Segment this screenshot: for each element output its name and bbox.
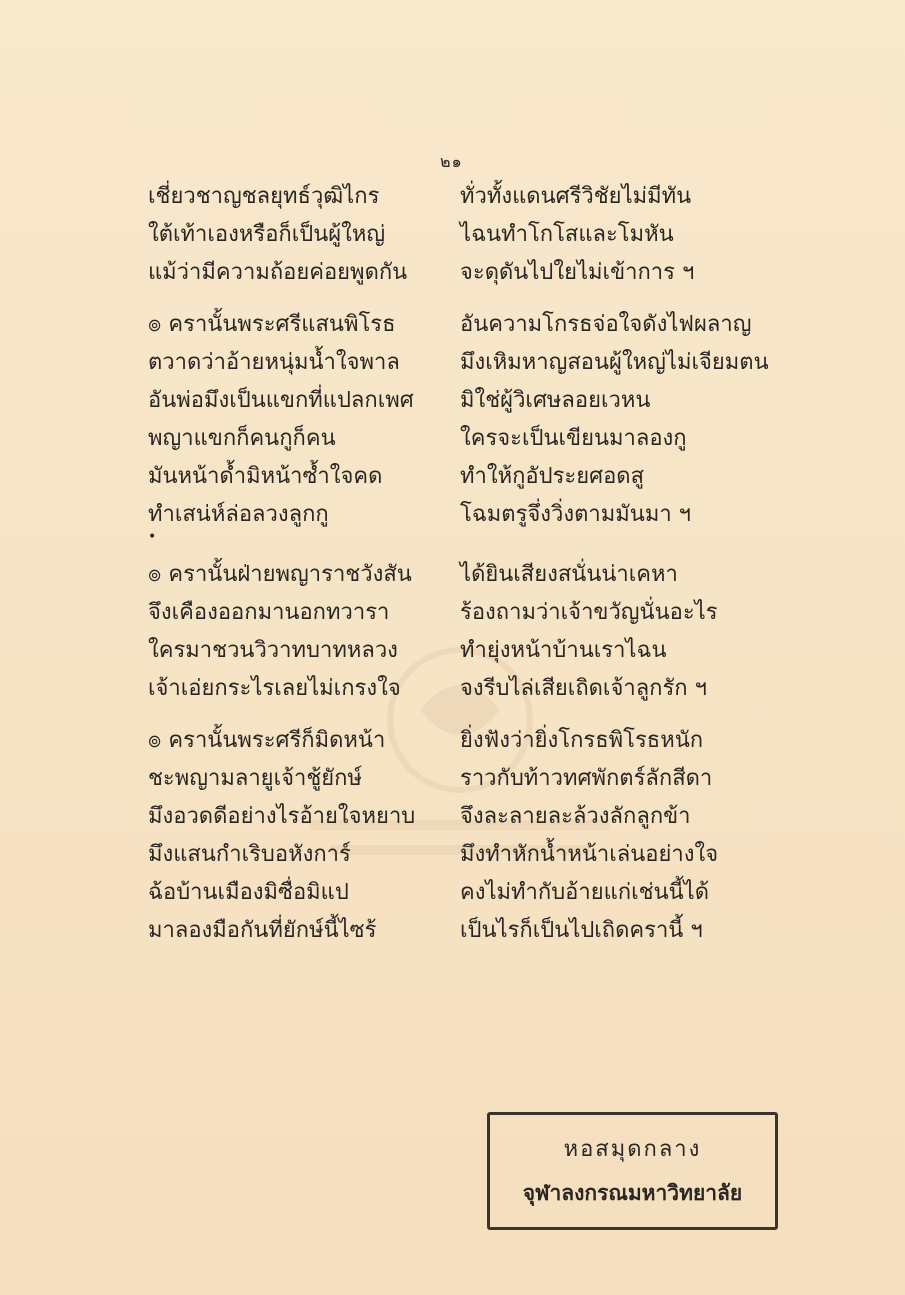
stanza: [460, 724, 820, 952]
verse-line: ฉ้อบ้านเมืองมิซื่อมิแป: [148, 880, 349, 905]
verse-line: มันหน้าด้ำมิหน้าซ้ำใจคด: [148, 464, 383, 489]
verse-line: จงรีบไล่เสียเถิดเจ้าลูกรัก ฯ: [460, 676, 707, 701]
verse-line: ทำยุ่งหน้าบ้านเราไฉน: [460, 638, 667, 663]
verse-line: ยิ่งฟังว่ายิ่งโกรธพิโรธหนัก: [460, 728, 704, 753]
verse-line: ๏ ครานั้นพระศรีก็มิดหน้า: [148, 728, 386, 753]
verse-line: เป็นไรก็เป็นไปเถิดครานี้ ฯ: [460, 918, 703, 943]
verse-line: ไฉนทำโกโสและโมหัน: [460, 222, 674, 247]
verse-line: มาลองมือกันที่ยักษ์นี้ไซร้: [148, 918, 377, 943]
verse-line: มึงทำหักน้ำหน้าเล่นอย่างใจ: [460, 842, 719, 867]
stamp-library-name: หอสมุดกลาง: [563, 1137, 702, 1162]
stamp-university-name: จุฬาลงกรณมหาวิทยาลัย: [522, 1181, 743, 1205]
verse-line: เจ้าเอ่ยกระไรเลยไม่เกรงใจ: [148, 676, 401, 701]
left-column: [148, 180, 508, 966]
stanza: [148, 558, 508, 710]
verse-line: เชี่ยวชาญชลยุทธ์วุฒิไกร: [148, 184, 380, 209]
verse-line: ทำเสน่ห์ล่อลวงลูกกู: [148, 502, 329, 527]
verse-line: โฉมตรูจึ่งวิ่งตามมันมา ฯ: [460, 502, 692, 527]
verse-line: ใครมาชวนวิวาทบาทหลวง: [148, 638, 398, 663]
verse-line: คงไม่ทำกับอ้ายแก่เช่นนี้ได้: [460, 880, 710, 905]
page-number: ๒๑: [440, 152, 463, 171]
verse-line: มิใช่ผู้วิเศษลอยเวหน: [460, 388, 651, 413]
verse-line: มึงอวดดีอย่างไรอ้ายใจหยาบ: [148, 804, 416, 829]
stanza: [148, 308, 508, 544]
stanza: [148, 724, 508, 952]
verse-line: ตวาดว่าอ้ายหนุ่มน้ำใจพาล: [148, 350, 400, 375]
verse-line: ใครจะเป็นเขียนมาลองกู: [460, 426, 687, 451]
verse-line: ๏ ครานั้นพระศรีแสนพิโรธ: [148, 312, 396, 337]
verse-line: จึงละลายละล้วงลักลูกข้า: [460, 804, 691, 829]
verse-line: มึงแสนกำเริบอหังการ์: [148, 842, 351, 867]
stanza: [460, 180, 820, 294]
stanza: [460, 308, 820, 544]
verse-line: อันความโกรธจ่อใจดังไฟผลาญ: [460, 312, 752, 337]
verse-line: มึงเหิมหาญสอนผู้ใหญ่ไม่เจียมตน: [460, 350, 769, 375]
stanza: [460, 558, 820, 710]
spacer-mark: [460, 530, 820, 544]
verse-line: จึงเคืองออกมานอกทวารา: [148, 600, 390, 625]
verse-line: อันพ่อมึงเป็นแขกที่แปลกเพศ: [148, 388, 414, 413]
verse-line: ราวกับท้าวทศพักตร์ลักสีดา: [460, 766, 713, 791]
verse-line: จะดุดันไปใยไม่เข้าการ ฯ: [460, 260, 695, 285]
verse-line: ชะพญามลายูเจ้าชู้ยักษ์: [148, 766, 362, 791]
verse-line: ทำให้กูอัประยศอดสู: [460, 464, 645, 489]
bullet-mark: •: [148, 529, 157, 545]
stanza: [148, 180, 508, 294]
right-column: [460, 180, 820, 966]
verse-line: ใต้เท้าเองหรือก็เป็นผู้ใหญ่: [148, 222, 386, 247]
verse-line: ๏ ครานั้นฝ่ายพญาราชวังสัน: [148, 562, 412, 587]
verse-line: ทั่วทั้งแดนศรีวิชัยไม่มีทัน: [460, 184, 692, 209]
verse-line: ร้องถามว่าเจ้าขวัญนั่นอะไร: [460, 600, 718, 625]
verse-line: แม้ว่ามีความถ้อยค่อยพูดกัน: [148, 260, 408, 285]
verse-line: ได้ยินเสียงสนั่นน่าเคหา: [460, 562, 678, 587]
verse-line: พญาแขกก็คนกูก็คน: [148, 426, 336, 451]
library-stamp: [487, 1112, 778, 1230]
